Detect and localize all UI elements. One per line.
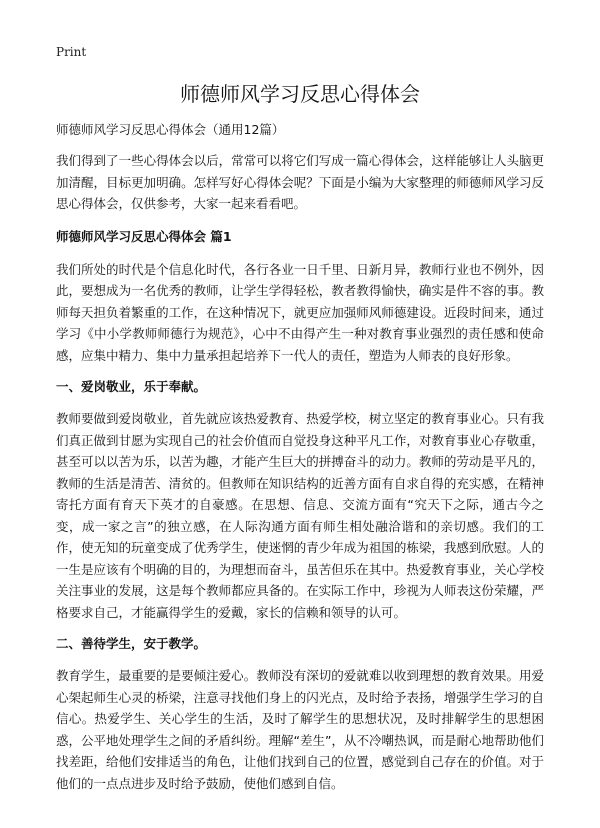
subheading-treat-students: 二、善待学生，安于教学。	[56, 636, 207, 651]
section-title: 师德师风学习反思心得体会 篇1	[56, 228, 232, 244]
document-body	[56, 150, 544, 794]
paragraph-treat-students: 教育学生，最重要的是要倾注爱心。教师没有深切的爱就难以收到理想的教育效果。用爱心架起师生心灵的桥梁，注意寻找他们身上的闪光点，及时给予表扬，增强学生学习的自信心。热爱学生、关心学生的生活，及时了解学生的思想状况，及时排解学生的思想困惑，公平地处理学生之间的矛盾纠纷。理解“差生”，从不冷嘲热讽，而是耐心地帮助他们找差距，给他们安排适当的角色，让他们找到自己的位置，感觉到自己存在的价值。对于他们的一点点进步及时给予鼓励，使他们感到自信。	[56, 668, 544, 791]
section-paragraph-1: 我们所处的时代是个信息化时代，各行各业一日千里、日新月异，教师行业也不例外，因此，要想成为一名优秀的教师，让学生学得轻松，教者教得愉快，确实是件不容的事。教师每天担负着繁重的工作，在这种情况下，就更应加强师风师德建设。近段时间来，通过学习《中小学教师师德行为规范》，心中不由得产生一种对教育事业强烈的责任感和使命感，应集中精力、集中力量承担起培养下一代人的责任，塑造为人师表的良好形象。	[56, 261, 544, 363]
subheading-love-work: 一、爱岗敬业，乐于奉献。	[56, 379, 207, 394]
paragraph-love-work: 教师要做到爱岗敬业，首先就应该热爱教育、热爱学校，树立坚定的教育事业心。只有我们真正做到甘愿为实现自己的社会价值而自觉投身这种平凡工作，对教育事业心存敬重，甚至可以以苦为乐，以苦为趣，才能产生巨大的拼搏奋斗的动力。教师的劳动是平凡的，教师的生活是清苦、清贫的。但教师在知识结构的近善方面有自求自得的充实感，在精神寄托方面有育天下英才的自豪感。在思想、信息、交流方面有“究天下之际，通古今之变，成一家之言”的独立感，在人际沟通方面有师生相处融洽谐和的亲切感。我们的工作，使无知的玩童变成了优秀学生，使迷惘的青少年成为祖国的栋梁，我感到欣慰。人的一生是应该有个明确的目的，为理想而奋斗，虽苦但乐在其中。热爱教育事业，关心学校关注事业的发展，这是每个教师都应具备的。在实际工作中，珍视为人师表这份荣耀，严格要求自己，才能赢得学生的爱戴，家长的信赖和领导的认可。	[56, 411, 544, 620]
document-subtitle: 师德师风学习反思心得体会（通用12篇）	[56, 122, 285, 137]
intro-paragraph: 我们得到了一些心得体会以后，常常可以将它们写成一篇心得体会，这样能够让人头脑更加清醒，目标更加明确。怎样写好心得体会呢？下面是小编为大家整理的师德师风学习反思心得体会，仅供参考，大家一起来看看吧。	[56, 153, 544, 211]
page-title: 师德师风学习反思心得体会	[180, 82, 420, 106]
print-link[interactable]: Print	[56, 45, 87, 59]
